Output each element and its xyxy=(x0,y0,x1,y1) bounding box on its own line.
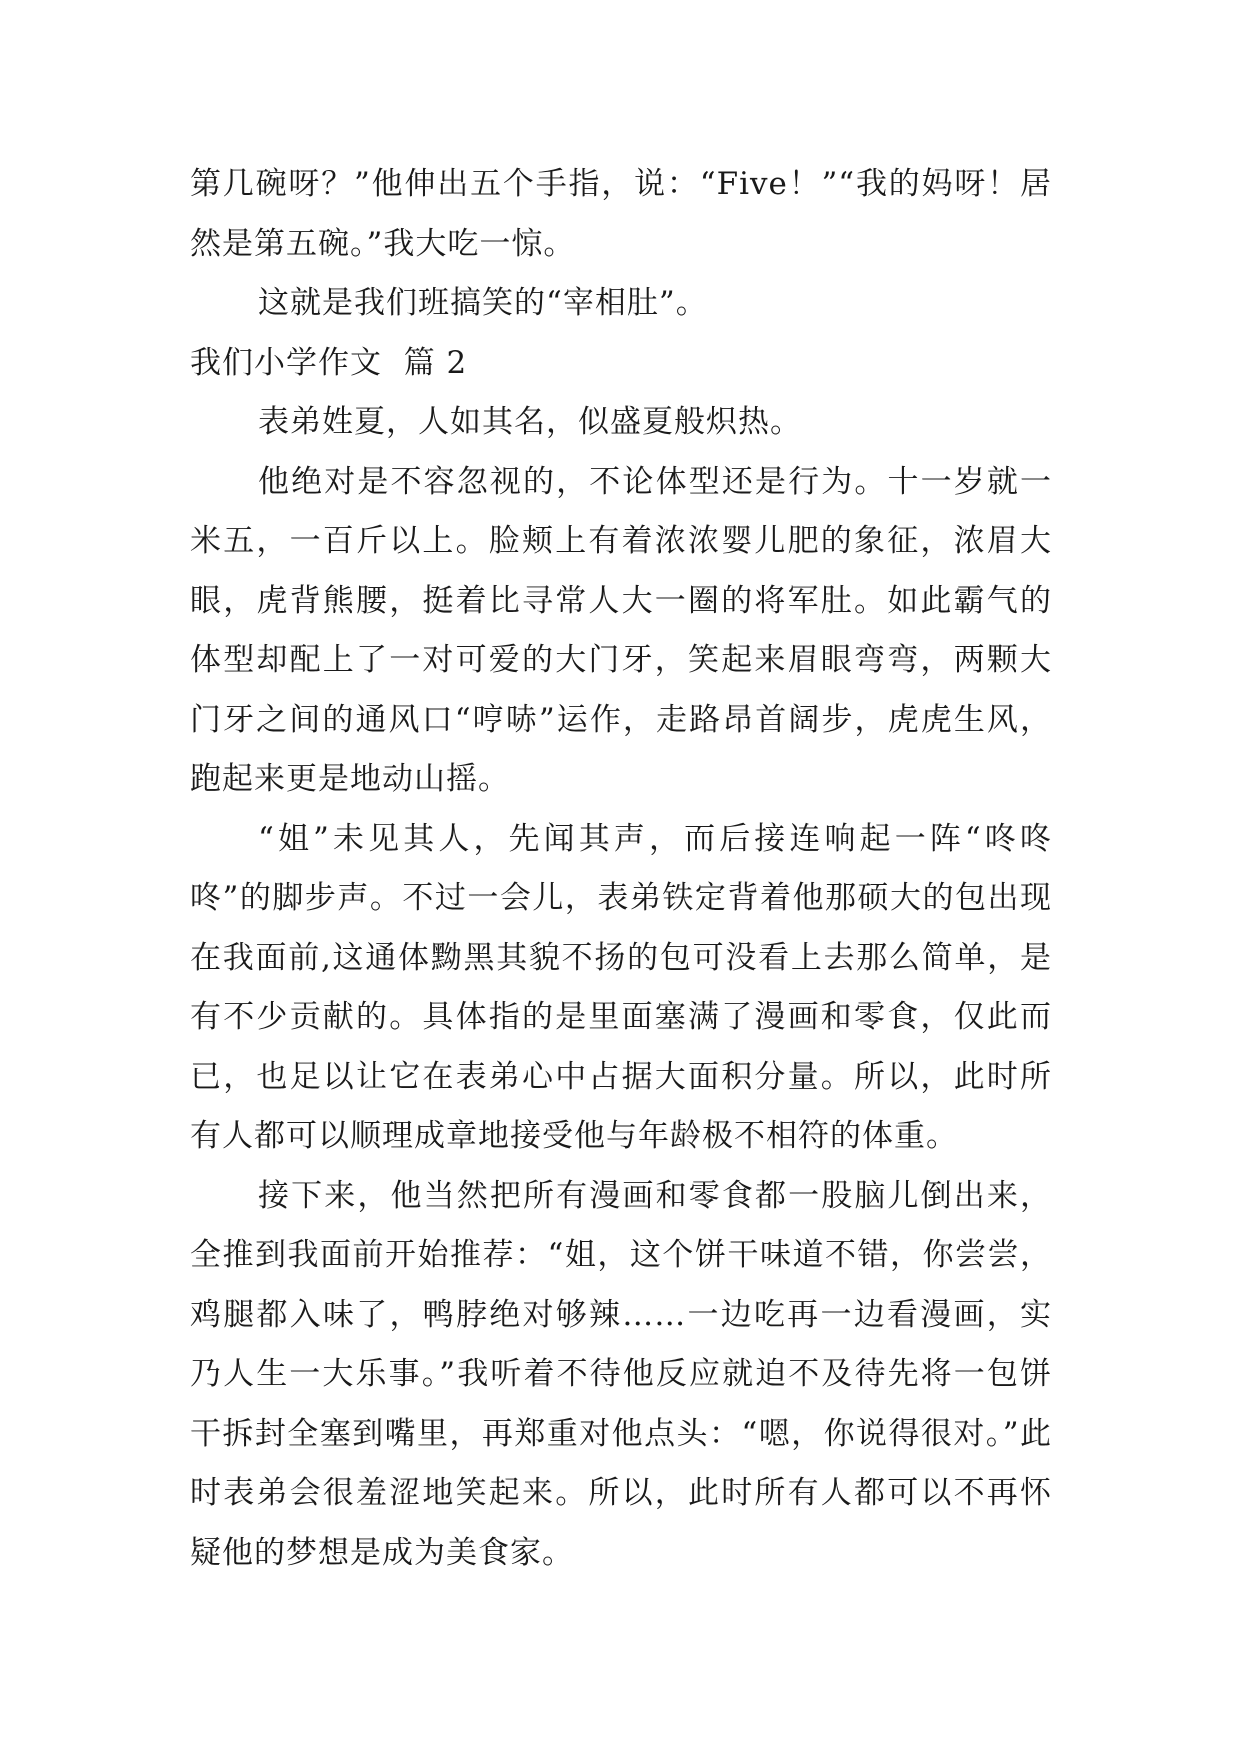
body-paragraph: 他绝对是不容忽视的，不论体型还是行为。十一岁就一米五，一百斤以上。脸颊上有着浓浓婴儿肥的象征，浓眉大眼，虎背熊腰，挺着比寻常人大一圈的将军肚。如此霸气的体型却配上了一对可爱的大门牙，笑起来眉眼弯弯，两颗大门牙之间的通风口“哼哧”运作，走路昂首阔步，虎虎生风，跑起来更是地动山摇。 xyxy=(190,463,1052,797)
section-heading: 我们小学作文 篇 2 xyxy=(190,344,468,381)
document-body xyxy=(190,155,1052,1583)
continuation-paragraph: 第几碗呀？”他伸出五个手指，说：“Five！”“我的妈呀！居然是第五碗。”我大吃一惊。 xyxy=(190,166,1052,262)
body-paragraph: 表弟姓夏，人如其名，似盛夏般炽热。 xyxy=(258,404,802,440)
body-paragraph: 接下来，他当然把所有漫画和零食都一股脑儿倒出来，全推到我面前开始推荐：“姐，这个饼干味道不错，你尝尝，鸡腿都入味了，鸭脖绝对够辣……一边吃再一边看漫画，实乃人生一大乐事。”我听着不待他反应就迫不及待先将一包饼干拆封全塞到嘴里，再郑重对他点头：“嗯，你说得很对。”此时表弟会很羞涩地笑起来。所以，此时所有人都可以不再怀疑他的梦想是成为美食家。 xyxy=(190,1177,1052,1571)
closing-paragraph: 这就是我们班搞笑的“宰相肚”。 xyxy=(258,285,708,321)
body-paragraph: “姐”未见其人，先闻其声，而后接连响起一阵“咚咚咚”的脚步声。不过一会儿，表弟铁定背着他那硕大的包出现在我面前,这通体黝黑其貌不扬的包可没看上去那么简单，是有不少贡献的。具体指的是里面塞满了漫画和零食，仅此而已，也足以让它在表弟心中占据大面积分量。所以，此时所有人都可以顺理成章地接受他与年龄极不相符的体重。 xyxy=(190,820,1052,1154)
